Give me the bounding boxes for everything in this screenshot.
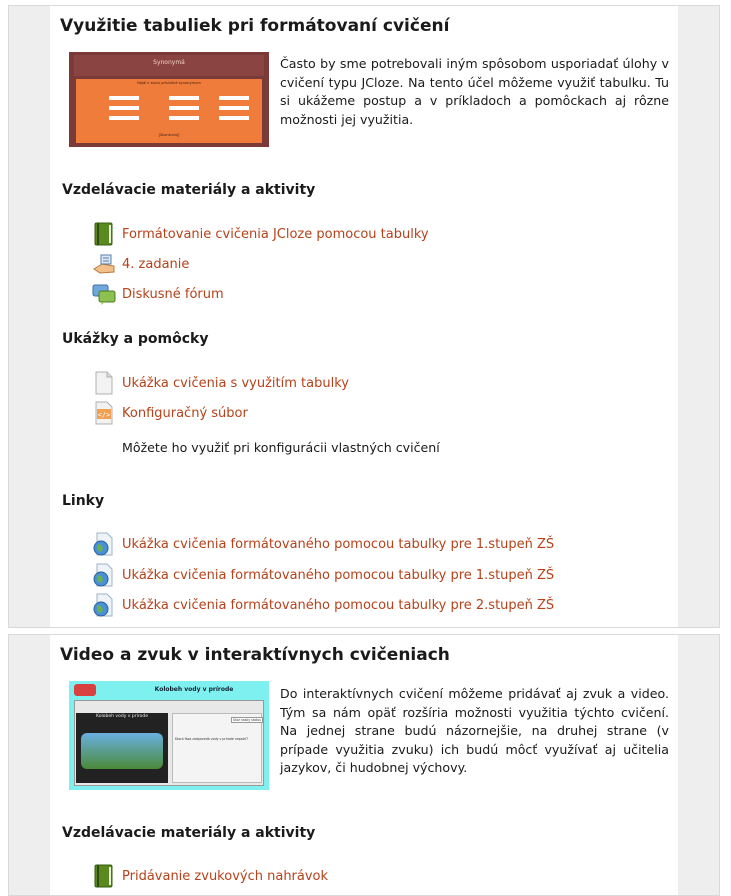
section-left-side bbox=[9, 6, 50, 627]
thumb-video-title: Kolobeh vody v prírode bbox=[96, 714, 148, 719]
subsection-heading: Vzdelávacie materiály a aktivity bbox=[62, 825, 316, 841]
file-icon bbox=[92, 371, 116, 395]
activity-label: Konfiguračný súbor bbox=[122, 405, 248, 421]
resource-file-link[interactable] bbox=[92, 370, 349, 396]
url-link[interactable] bbox=[92, 592, 554, 618]
subsection-heading: Linky bbox=[62, 493, 105, 509]
web-link-icon bbox=[92, 593, 116, 617]
subsection-heading: Vzdelávacie materiály a aktivity bbox=[62, 182, 316, 198]
topic-section-1 bbox=[8, 5, 720, 628]
activity-label: 4. zadanie bbox=[122, 256, 190, 272]
activity-label: Ukážka cvičenia s využitím tabulky bbox=[122, 375, 349, 391]
thumb-status-button: Uloz nasky status bbox=[231, 717, 263, 723]
thumb-question: Ktorá fáza zodpovedá vody v prírode nepatrí? bbox=[175, 737, 248, 741]
activity-label: Ukážka cvičenia formátovaného pomocou tabulky pre 1.stupeň ZŠ bbox=[122, 536, 555, 552]
book-icon bbox=[92, 222, 116, 246]
activity-assignment-link[interactable] bbox=[92, 251, 189, 277]
activity-label: Formátovanie cvičenia JCloze pomocou tabulky bbox=[122, 226, 429, 242]
section-right-side bbox=[678, 635, 719, 895]
svg-text:</>: </> bbox=[97, 411, 111, 419]
activity-label: Diskusné fórum bbox=[122, 286, 224, 302]
web-link-icon bbox=[92, 532, 116, 556]
forum-icon bbox=[92, 282, 116, 306]
section-image bbox=[69, 681, 269, 790]
activity-forum-link[interactable] bbox=[92, 281, 224, 307]
activity-label: Ukážka cvičenia formátovaného pomocou tabulky pre 1.stupeň ZŠ bbox=[122, 567, 555, 583]
resource-config-link[interactable] bbox=[92, 400, 248, 426]
thumb-subheader: Nájdi k slovu príslušné synonymum bbox=[137, 81, 201, 85]
section-title: Využitie tabuliek pri formátovaní cvičení bbox=[60, 16, 450, 36]
topic-section-2 bbox=[8, 634, 720, 896]
activity-label: Ukážka cvičenia formátovaného pomocou tabulky pre 2.stupeň ZŠ bbox=[122, 597, 555, 613]
subsection-heading: Ukážky a pomôcky bbox=[62, 331, 209, 347]
web-link-icon bbox=[92, 563, 116, 587]
section-content bbox=[50, 6, 678, 627]
book-icon bbox=[92, 864, 116, 888]
url-link[interactable] bbox=[92, 562, 554, 588]
thumb-header: Synonymá bbox=[153, 59, 185, 66]
section-right-side bbox=[678, 6, 719, 627]
section-summary: Do interaktívnych cvičení môžeme pridávať aj zvuk a video. Tým sa nám opäť rozšíria možnosti využitia týchto cvičení. Na jednej strane budú názornejšie, na druhej strane (v prípade využitia zvuku) ich budú môcť využívať aj učitelia jazykov, či hudobnej výchovy. bbox=[280, 686, 669, 775]
thumb-header: Kolobeh vody v prírode bbox=[154, 686, 234, 693]
activity-label: Pridávanie zvukových nahrávok bbox=[122, 868, 329, 884]
section-content bbox=[50, 635, 678, 895]
thumb-check-button: [Skontroluj] bbox=[158, 133, 180, 137]
activity-page-link[interactable] bbox=[92, 863, 328, 889]
resource-description: Môžete ho využiť pri konfigurácii vlastných cvičení bbox=[122, 440, 440, 455]
activity-page-link[interactable] bbox=[92, 221, 429, 247]
url-link[interactable] bbox=[92, 531, 554, 557]
section-title: Video a zvuk v interaktívnych cvičeniach bbox=[60, 645, 450, 665]
section-left-side bbox=[9, 635, 50, 895]
section-summary: Často by sme potrebovali iným spôsobom usporiadať úlohy v cvičení typu JCloze. Na tento účel môžeme využiť tabulku. Tu si ukážeme postup a v príkladoch a pomôckach aj rôzne možnosti jej využitia. bbox=[280, 56, 669, 127]
assignment-hand-icon bbox=[92, 252, 116, 276]
section-image bbox=[69, 52, 269, 147]
code-file-icon bbox=[92, 401, 116, 425]
